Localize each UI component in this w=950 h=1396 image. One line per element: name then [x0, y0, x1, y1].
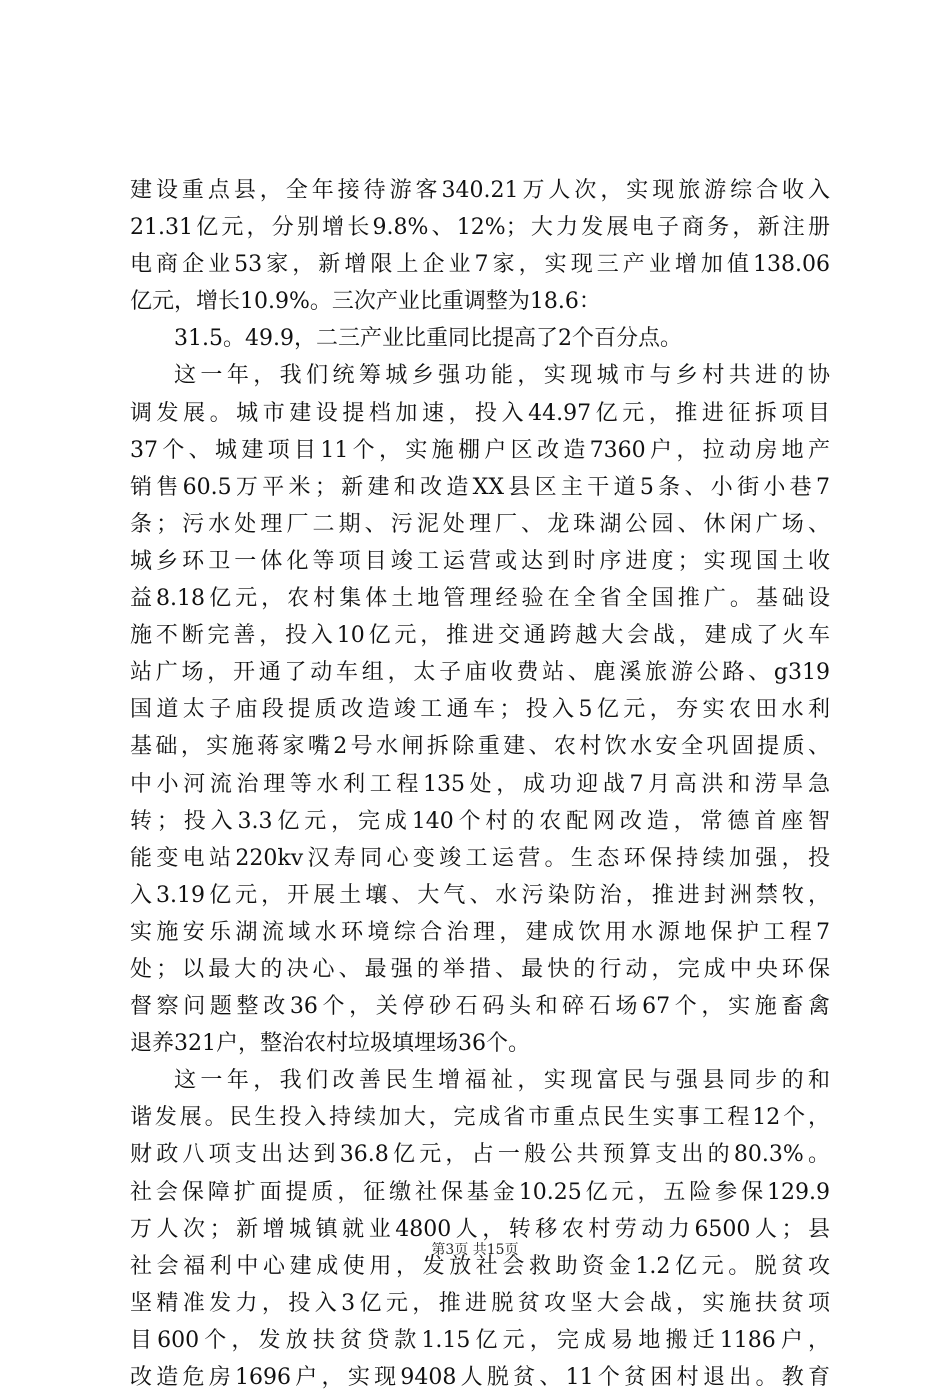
paragraph-first-line: 31.5。49.9，二三产业比重同比提高了2个百分点。: [174, 326, 682, 352]
text-line: 谐发展。民生投入持续加大，完成省市重点民生实事工程12个，: [130, 1105, 830, 1131]
text-line: 亿元，增长10.9%。三次产业比重调整为18.6：: [130, 289, 601, 315]
text-line: 销售60.5万平米；新建和改造XX县区主干道5条、小街小巷7: [130, 474, 830, 500]
text-line: 目600个，发放扶贫贷款1.15亿元，完成易地搬迁1186户，: [130, 1327, 830, 1353]
page-number-footer: 第3页 共15页: [431, 1242, 519, 1258]
text-line: 退养321户，整治农村垃圾填埋场36个。: [130, 1031, 530, 1057]
text-line: 调发展。城市建设提档加速，投入44.97亿元，推进征拆项目: [130, 400, 830, 426]
text-line: 37个、城建项目11个，实施棚户区改造7360户，拉动房地产: [130, 437, 830, 463]
paragraph-first-line: 这一年，我们改善民生增福祉，实现富民与强县同步的和: [174, 1068, 830, 1094]
text-line: 基础，实施蒋家嘴2号水闸拆除重建、农村饮水安全巩固提质、: [130, 734, 830, 760]
text-line: 国道太子庙段提质改造竣工通车；投入5亿元，夯实农田水利: [130, 697, 830, 723]
text-line: 实施安乐湖流域水环境综合治理，建成饮用水源地保护工程7: [130, 919, 830, 945]
text-line: 处；以最大的决心、最强的举措、最快的行动，完成中央环保: [130, 956, 830, 982]
document-body: [130, 172, 830, 1396]
text-line: 城乡环卫一体化等项目竣工运营或达到时序进度；实现国土收: [130, 548, 830, 574]
text-line: 能变电站220kv汉寿同心变竣工运营。生态环保持续加强，投: [130, 845, 830, 871]
text-line: 益8.18亿元，农村集体土地管理经验在全省全国推广。基础设: [130, 586, 830, 612]
text-line: 财政八项支出达到36.8亿元，占一般公共预算支出的80.3%。: [130, 1142, 830, 1168]
text-line: 电商企业53家，新增限上企业7家，实现三产业增加值138.06: [130, 252, 830, 278]
text-line: 中小河流治理等水利工程135处，成功迎战7月高洪和涝旱急: [130, 771, 830, 797]
text-line: 万人次；新增城镇就业4800人，转移农村劳动力6500人；县: [130, 1216, 830, 1242]
text-line: 社会福利中心建成使用，发放社会救助资金1.2亿元。脱贫攻: [130, 1253, 830, 1279]
text-line: 站广场，开通了动车组，太子庙收费站、鹿溪旅游公路、g319: [130, 660, 830, 686]
text-line: 社会保障扩面提质，征缴社保基金10.25亿元，五险参保129.9: [130, 1179, 830, 1205]
text-line: 入3.19亿元，开展土壤、大气、水污染防治，推进封洲禁牧，: [130, 882, 830, 908]
text-line: 督察问题整改36个，关停砂石码头和碎石场67个，实施畜禽: [130, 994, 830, 1020]
text-line: 施不断完善，投入10亿元，推进交通跨越大会战，建成了火车: [130, 623, 830, 649]
text-line: 21.31亿元，分别增长9.8%、12%；大力发展电子商务，新注册: [130, 215, 830, 241]
paragraph-first-line: 这一年，我们统筹城乡强功能，实现城市与乡村共进的协: [174, 363, 830, 389]
text-line: 坚精准发力，投入3亿元，推进脱贫攻坚大会战，实施扶贫项: [130, 1290, 830, 1316]
text-line: 条；污水处理厂二期、污泥处理厂、龙珠湖公园、休闲广场、: [130, 511, 830, 537]
text-line: 转；投入3.3亿元，完成140个村的农配网改造，常德首座智: [130, 808, 830, 834]
text-line: 建设重点县，全年接待游客340.21万人次，实现旅游综合收入: [130, 178, 830, 203]
text-line: 改造危房1696户，实现9408人脱贫、11个贫困村退出。教育: [130, 1365, 830, 1390]
